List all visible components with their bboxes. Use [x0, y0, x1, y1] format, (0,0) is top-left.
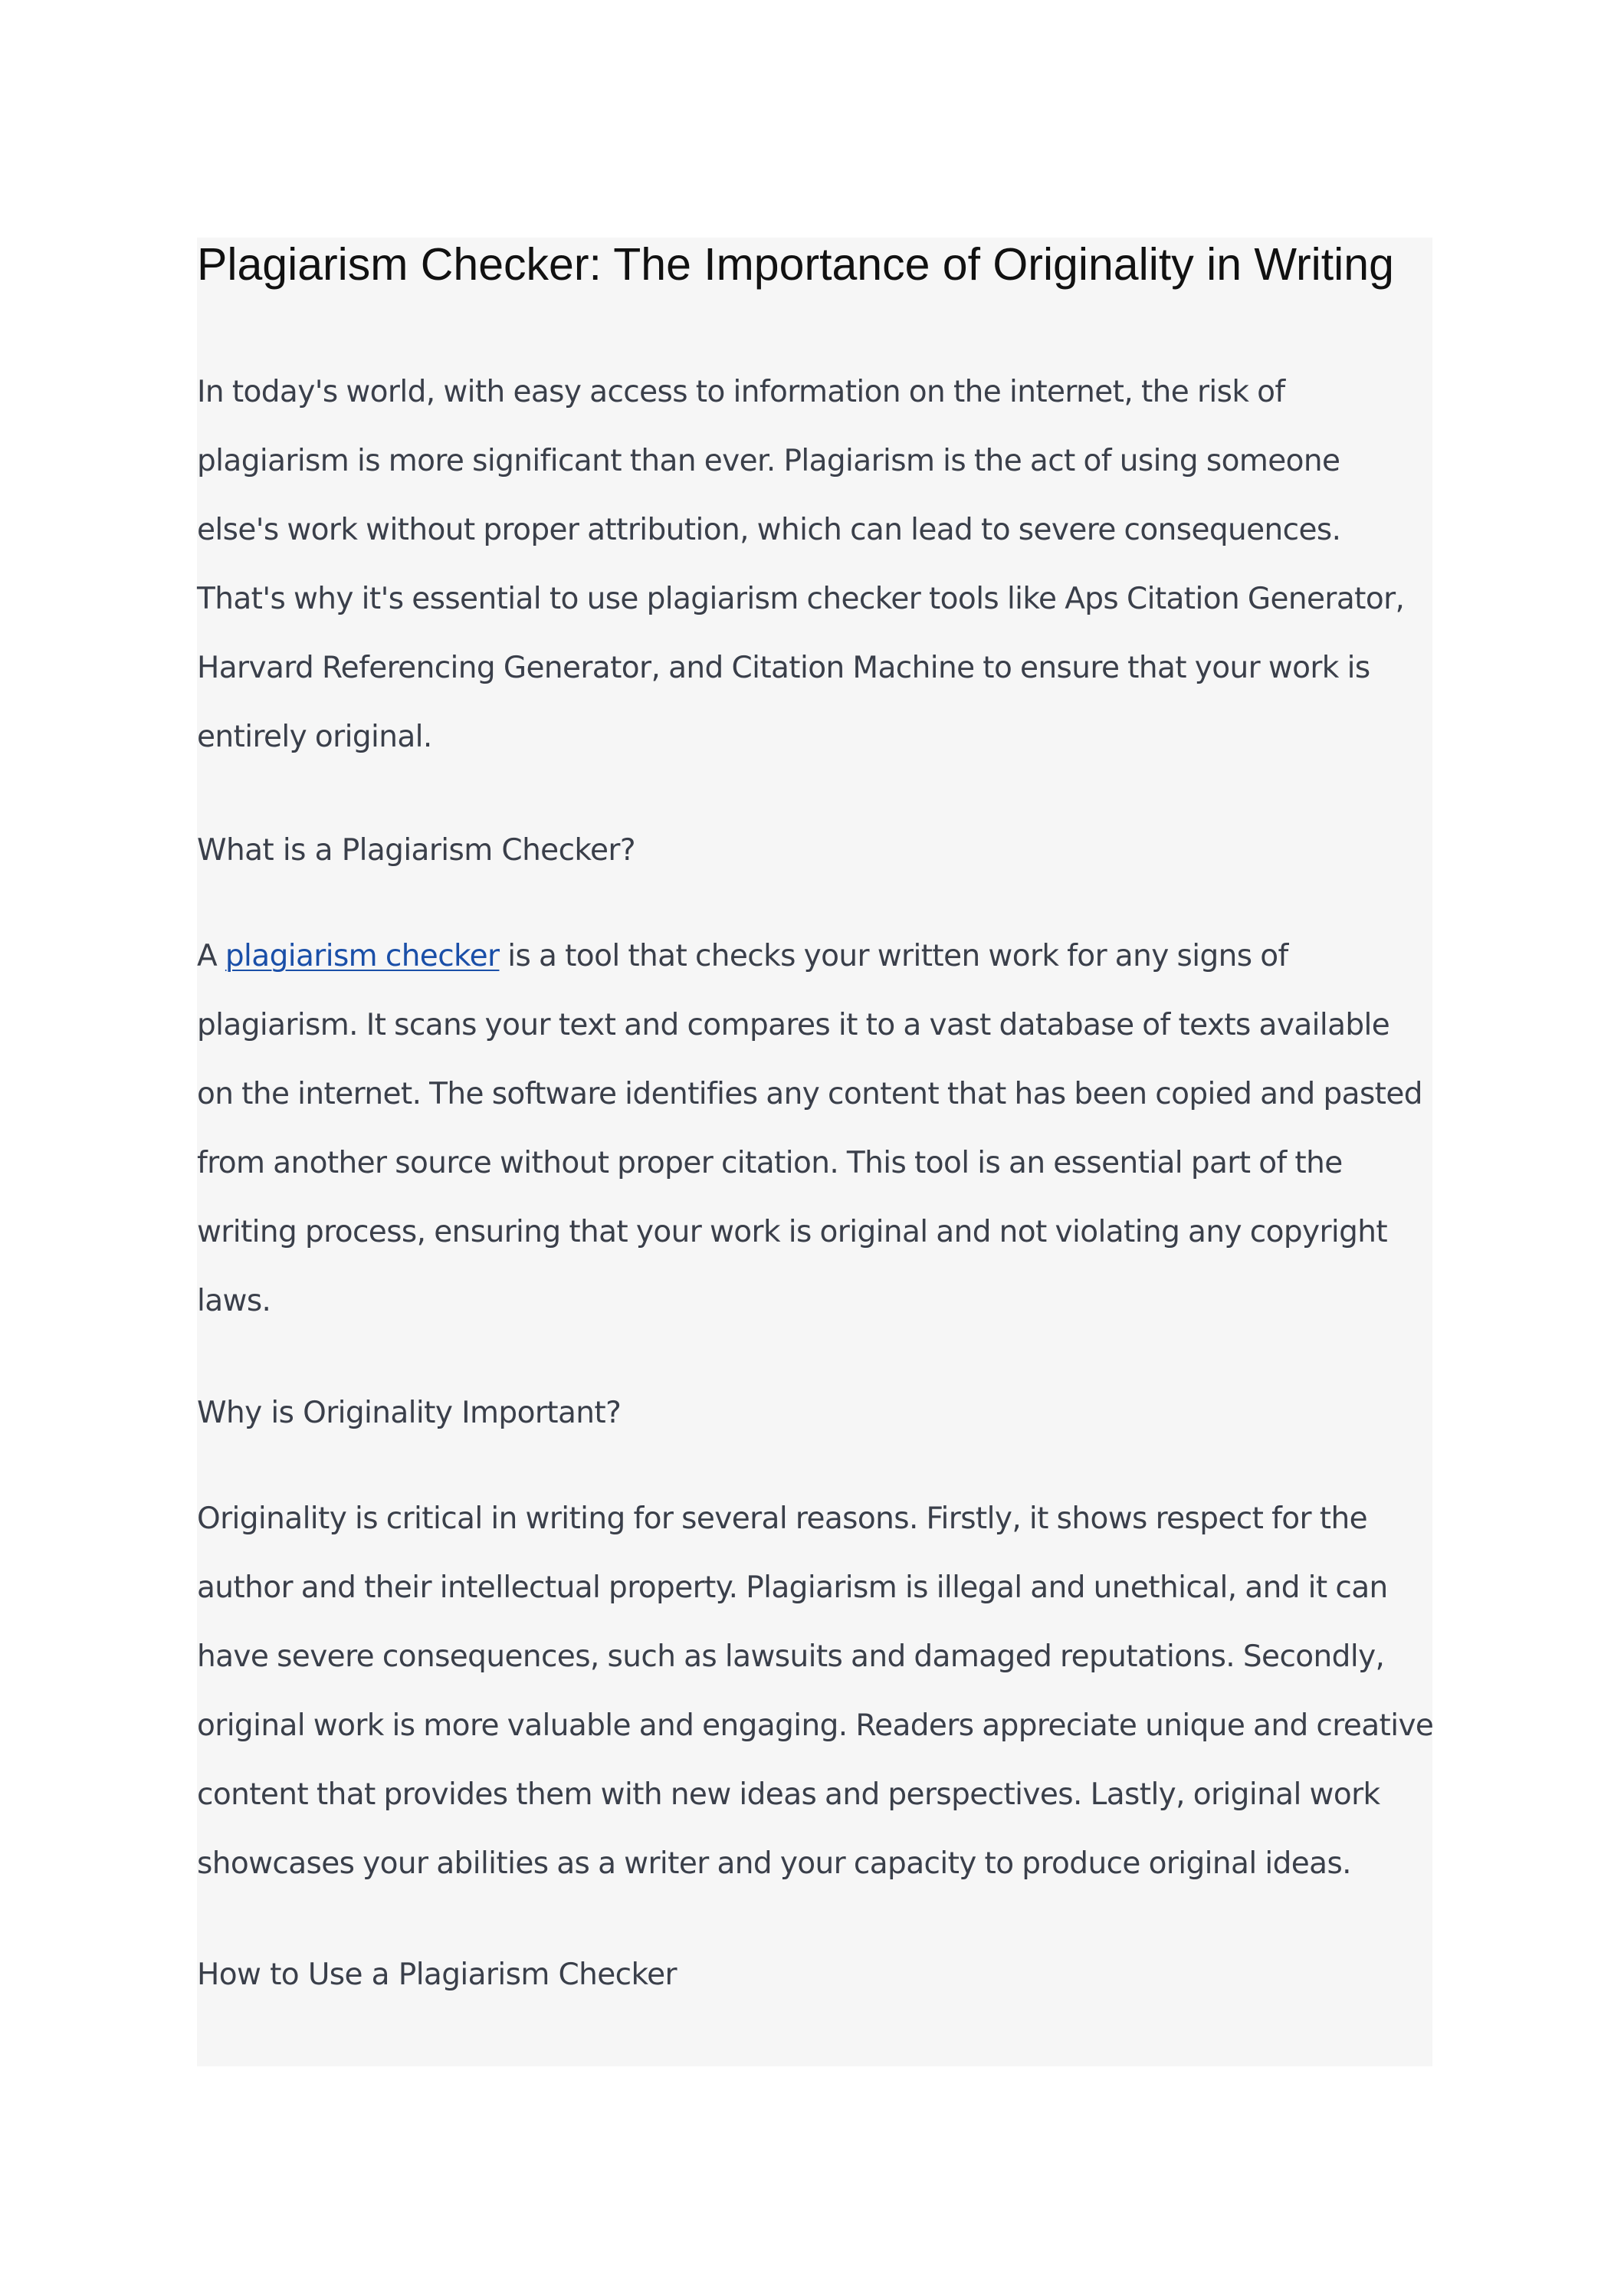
intro-line: else's work without proper attribution, which can lead to severe consequences. — [197, 513, 1341, 547]
paragraph-line: on the internet. The software identifies any content that has been copied and pasted — [197, 1077, 1422, 1111]
paragraph-line: from another source without proper citation. This tool is an essential part of the — [197, 1146, 1343, 1180]
section-heading-why-originality: Why is Originality Important? — [197, 1396, 622, 1430]
paragraph-line: author and their intellectual property. Plagiarism is illegal and unethical, and it can — [197, 1570, 1388, 1605]
paragraph-line: Originality is critical in writing for several reasons. Firstly, it shows respect for the — [197, 1501, 1367, 1536]
document-title: Plagiarism Checker: The Importance of Originality in Writing — [197, 239, 1394, 290]
originality-paragraph — [197, 1485, 1432, 1899]
paragraph-line: plagiarism. It scans your text and compares it to a vast database of texts available — [197, 1008, 1390, 1042]
paragraph-line: content that provides them with new ideas and perspectives. Lastly, original work — [197, 1777, 1380, 1812]
paragraph-line: showcases your abilities as a writer and your capacity to produce original ideas. — [197, 1846, 1351, 1881]
paragraph-line: have severe consequences, such as lawsuits and damaged reputations. Secondly, — [197, 1639, 1385, 1674]
section-heading-what-is: What is a Plagiarism Checker? — [197, 833, 635, 868]
plagiarism-checker-link[interactable]: plagiarism checker — [225, 939, 500, 973]
line-prefix: A — [197, 939, 225, 973]
intro-line: That's why it's essential to use plagiarism checker tools like Aps Citation Generator, — [197, 582, 1405, 616]
section-heading-how-to-use: How to Use a Plagiarism Checker — [197, 1958, 677, 1992]
intro-line: Harvard Referencing Generator, and Citation Machine to ensure that your work is — [197, 651, 1370, 685]
paragraph-line: laws. — [197, 1284, 271, 1318]
paragraph-line: writing process, ensuring that your work is original and not violating any copyright — [197, 1215, 1388, 1249]
plagiarism-checker-paragraph — [197, 922, 1432, 1336]
paragraph-first-line — [197, 922, 1432, 991]
intro-line: In today's world, with easy access to information on the internet, the risk of — [197, 375, 1285, 409]
line-suffix: is a tool that checks your written work for any signs of — [499, 939, 1288, 973]
intro-paragraph — [197, 358, 1432, 772]
intro-line: plagiarism is more significant than ever. Plagiarism is the act of using someone — [197, 444, 1340, 478]
paragraph-line: original work is more valuable and engaging. Readers appreciate unique and creative — [197, 1708, 1434, 1743]
intro-line: entirely original. — [197, 720, 432, 754]
